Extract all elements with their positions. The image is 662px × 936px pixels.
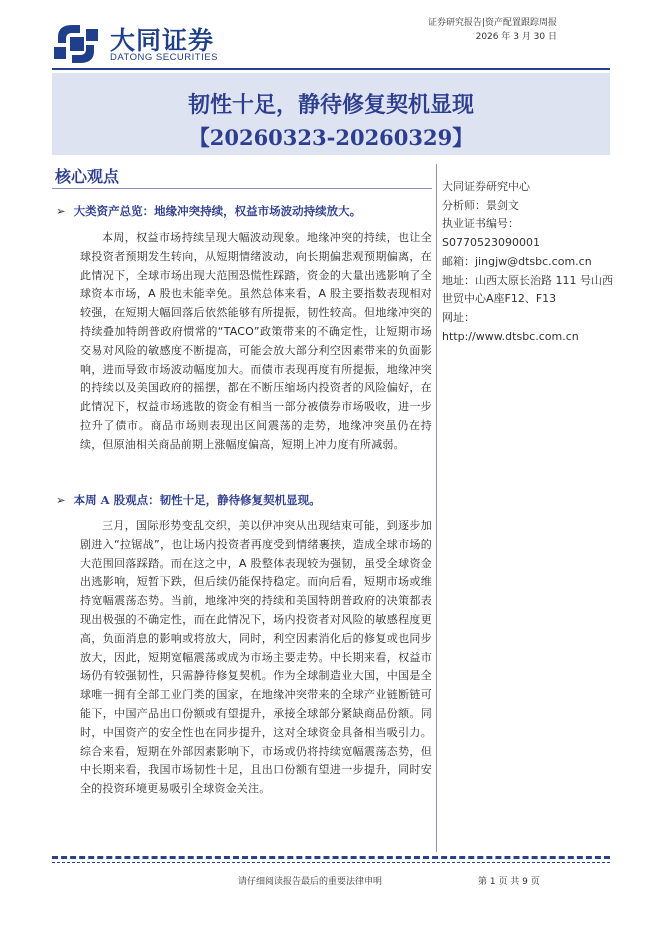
company-name-cn: 大同证券 xyxy=(110,26,215,55)
section-paragraph-a-share: 三月，国际形势变乱交织，美以伊冲突从出现结束可能，到逐步加剧进入“拉锯战”，也让场内投资者再度受到情绪裹挟，造成全球市场的大范围回落踩踏。而在这之中，A 股整体表现较为强韧，虽受全球资金出逃影响，短暂下跌，但后续仍能保持稳定。而向后看，短期市场或维持宽幅震荡态势。当前，地缘冲突的持续和美国特朗普政府的决策都表现出极强的不确定性，而在此情况下，场内投资者对风险的敏感程度更高，负面消息的影响或将放大，同时，利空因素消化后的修复或也同步放大，因此，短期宽幅震荡或成为市场主要走势。中长期来看，权益市场仍有较强韧性，只需静待修复契机。作为全球制造业大国，中国是全球唯一拥有全部工业门类的国家，在地缘冲突带来的全球产业链断链可能下，中国产品出口份额或有望提升，承接全球部分紧缺商品份额。同时，中国资产的安全性也在同步提升，这对全球资金具备相当吸引力。综合来看，短期在外部因素影响下，市场或仍将持续宽幅震荡态势，但中长期来看，我国市场韧性十足，且出口份额有望进一步提升，同时安全的投资环境更易吸引全球资金关注。 xyxy=(80,519,432,796)
section-heading: 本周 A 股观点：韧性十足，静待修复契机显现。 xyxy=(73,493,321,507)
section-paragraph-overview: 本周，权益市场持续呈现大幅波动现象。地缘冲突的持续，也让全球投资者预期发生转向，从短期情绪波动，向长期偏悲观预期偏离，在此情况下，全球市场出现大范围恐慌性踩踏，资金的大量出逃影响了全球资本市场，A 股也未能幸免。虽然总体来看，A 股主要指数表现相对较强，在短期大幅回落后依然能够有所提振，韧性较高。但地缘冲突的持续叠加特朗普政府惯常的“TACO”政策带来的不确定性，让短期市场交易对风险的敏感度不断提高，可能会放大部分利空因素带来的负面影响，进而导致市场波动幅度加大。而债市表现再度有所提振，地缘冲突的持续以及美国政府的摇摆，都在不断压缩场内投资者的风险偏好，在此情况下，权益市场逃散的资金有相当一部分被债券市场吸收，进一步拉升了债市。商品市场则表现出区间震荡的走势，地缘冲突虽仍在持续，但原油相关商品前期上涨幅度偏高，短期上冲力度有所减弱。 xyxy=(80,231,432,451)
report-date: 2026 年 3 月 30 日 xyxy=(475,32,557,42)
cert-number: S0770523090001 xyxy=(442,236,540,250)
arrow-bullet-icon: ➢ xyxy=(56,493,66,507)
footer-divider-thick xyxy=(52,856,610,859)
legal-notice: 请仔细阅读报告最后的重要法律申明 xyxy=(238,877,383,887)
report-meta xyxy=(428,16,557,44)
research-center: 大同证券研究中心 xyxy=(442,180,530,193)
report-period: 【20260323-20260329】 xyxy=(188,125,474,150)
arrow-bullet-icon: ➢ xyxy=(56,204,66,218)
website-link[interactable]: http://www.dtsbc.com.cn xyxy=(442,329,579,343)
section-bullet-a-share xyxy=(56,492,321,508)
report-title: 韧性十足，静待修复契机显现 xyxy=(187,92,474,118)
analyst-email[interactable]: 邮箱：jingjw@dtsbc.com.cn xyxy=(442,254,592,268)
footer-divider-thin xyxy=(52,862,610,863)
core-views-heading: 核心观点 xyxy=(55,167,120,186)
analyst-name: 分析师：景剑文 xyxy=(442,198,519,212)
section-heading: 大类资产总览：地缘冲突持续，权益市场波动持续放大。 xyxy=(73,204,362,218)
section-bullet-overview xyxy=(56,203,361,219)
company-logo xyxy=(50,19,240,69)
website-label: 网址： xyxy=(442,310,475,324)
header-divider xyxy=(52,68,610,70)
company-name-en: DATONG SECURITIES xyxy=(110,52,218,63)
cert-label: 执业证书编号： xyxy=(442,217,519,231)
report-category: 证券研究报告|资产配置跟踪周报 xyxy=(427,18,557,28)
company-address: 地址：山西太原长治路 111 号山西世贸中心A座F12、F13 xyxy=(442,273,613,306)
datong-logo-icon xyxy=(50,19,102,69)
analyst-info xyxy=(442,178,614,346)
page-number: 第 1 页 共 9 页 xyxy=(478,877,540,887)
column-divider xyxy=(436,164,437,852)
core-views-divider xyxy=(52,188,432,189)
